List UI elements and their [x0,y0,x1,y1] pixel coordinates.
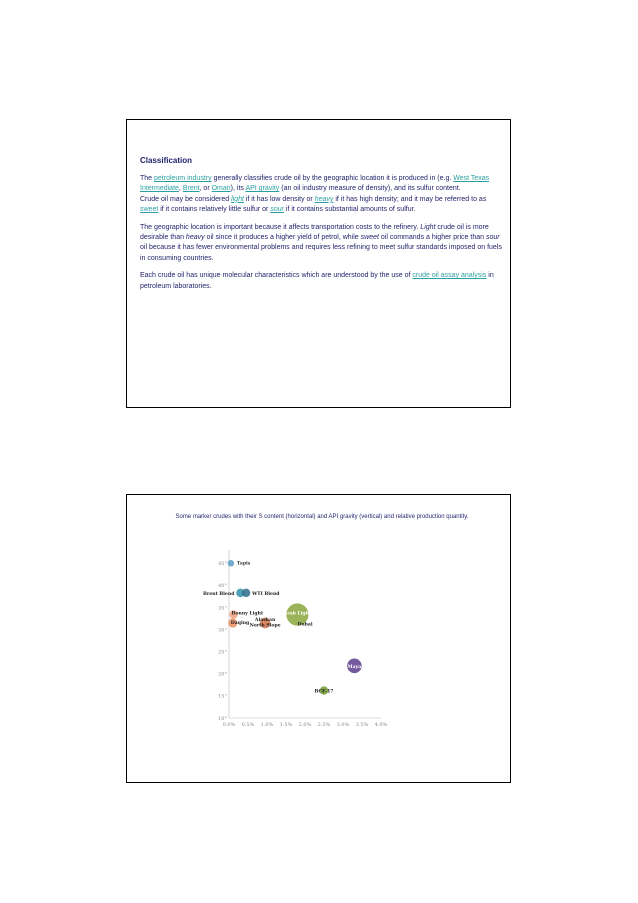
text: if it contains substantial amounts of sulfur. [283,206,416,214]
y-tick-label: 45° [218,561,227,568]
slide-marker-crudes [126,494,511,783]
paragraph-geographic-location [140,223,502,265]
link-light[interactable]: light [231,195,244,203]
slide-classification [126,119,511,408]
text: , [178,185,183,193]
text: Each crude oil has unique molecular characteristics which are understood by the use of [140,272,413,280]
link-heavy[interactable]: heavy [314,195,334,203]
y-tick-label: 30° [218,627,227,634]
paragraph-industry-classification [140,174,502,195]
spacer [140,216,502,223]
bubble-label: BCF-17 [314,689,334,695]
text: , or [199,185,212,193]
text: crude oil is more desirable than [140,223,489,242]
y-tick-label: 20° [218,671,227,678]
text: The [140,175,155,182]
bubble-label: Daqing [230,620,250,626]
text: The geographic location is important because it affects transportation costs to the refinery. [140,223,419,231]
paragraph-light-heavy [140,195,502,216]
bubble-label: Arab Light [283,611,312,617]
bubble-label: Tapis [236,561,251,567]
y-tick-label: 40° [218,583,227,590]
text-italic: sour [485,234,500,242]
y-tick-label: 35° [218,605,227,612]
bubble-label: North Slope [249,623,281,629]
y-tick-label: 15° [218,693,227,700]
text: oil because it has fewer environmental problems and requires less refining to meet sulfur standards imposed on fuels in consuming countries. [140,244,502,262]
bubble-label: Maya [347,664,362,670]
text-italic: heavy [185,234,205,242]
link-petroleum-industry[interactable]: petroleum industry [154,175,212,182]
text: ), its [230,185,246,193]
text: if it has high density; and it may be referred to as [333,195,487,203]
x-tick-label: 2.5% [317,722,331,728]
text-italic: sweet [360,234,379,242]
spacer [140,264,502,271]
link-west-texas-intermediate[interactable]: West Texas Intermediate [140,175,490,193]
link-brent[interactable]: Brent [182,185,200,193]
x-tick-label: 0.5% [241,722,255,728]
link-oman[interactable]: Oman [211,185,231,193]
x-tick-label: 3.0% [336,722,350,728]
slide-body [140,156,502,292]
bubble-label: Brent Blend [203,591,235,597]
text: if it has low density or [243,195,315,203]
bubble-chart [203,544,388,729]
x-tick-label: 1.5% [279,722,293,728]
link-sweet[interactable]: sweet [140,206,159,214]
link-api-gravity[interactable]: API gravity [245,185,280,193]
text: (an oil industry measure of density), and its sulfur content. [279,185,461,193]
x-tick-label: 4.0% [374,722,388,728]
text: generally classifies crude oil by the geographic location it is produced in (e.g. [211,175,454,182]
x-tick-label: 1.0% [260,722,274,728]
text: Crude oil may be considered [140,195,232,203]
text: in petroleum laboratories. [140,272,494,290]
bubble-label: Dubai [297,622,313,628]
chart-caption: Some marker crudes with their S content (horizontal) and API gravity (vertical) and relative production quantity. [175,514,469,520]
link-sour[interactable]: sour [270,206,284,214]
bubble-label: Bonny Light [231,611,264,617]
y-tick-label: 10° [218,715,227,722]
text: if it contains relatively little sulfur or [158,206,271,214]
text-italic: Light [420,223,436,231]
paragraph-assay [140,271,502,292]
y-tick-label: 25° [218,649,227,656]
slide-heading: Classification [140,156,193,165]
bubble [228,560,235,567]
bubble [242,589,250,597]
text: oil since it produces a higher yield of petrol, while [204,234,361,242]
x-tick-label: 3.5% [355,722,369,728]
link-crude-oil-assay[interactable]: crude oil assay analysis [412,272,487,280]
x-tick-label: 2.0% [298,722,312,728]
text: oil commands a higher price than [378,234,486,242]
bubble-label: Alaskan [254,617,276,623]
x-tick-label: 0.0% [222,722,236,728]
bubble-label: WTI Blend [252,591,280,597]
